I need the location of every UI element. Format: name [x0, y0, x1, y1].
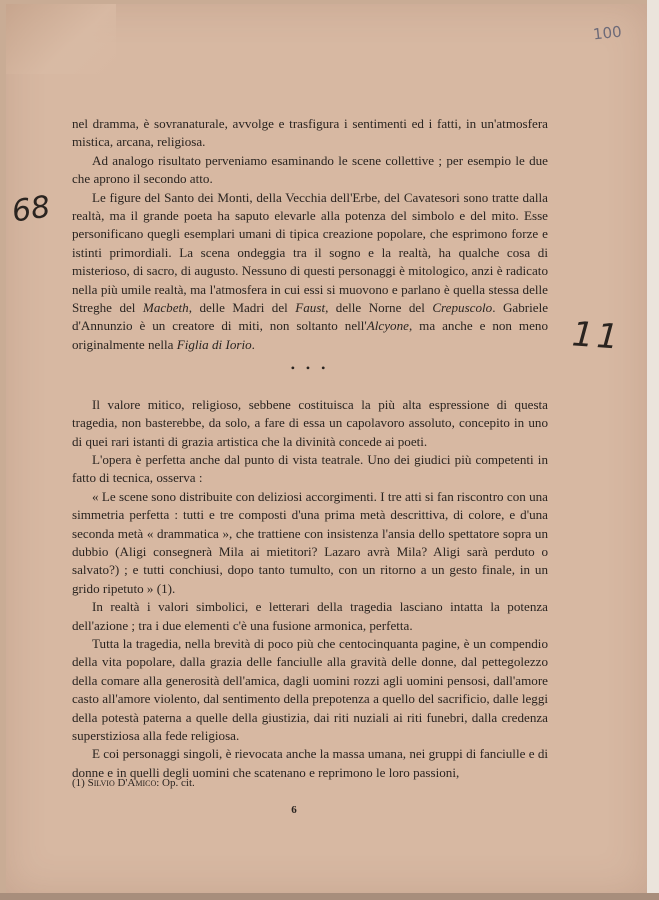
text-run: Le figure del Santo dei Monti, della Vecchia dell'Erbe, del Cavatesori sono tratte dalla realtà, ma il grande poeta ha saputo elevarle alla potenza del simbolo e del mito. Esse personificano quegli esemplari umani di tipica creazione popolare, che esprimono forze e istinti primordiali. La scena ondeggia tra il sogno e la realtà, ha qualche cosa di misterioso, di sacro, di augusto. Nessuno di questi personaggi è mitologico, anzi è radicato nella più umile realtà, ma l'atmosfera in cui essi si muovono e parlano è quella stessa delle Streghe del — [72, 189, 548, 316]
paragraph: Tutta la tragedia, nella brevità di poco più che centocinquanta pagine, è un compendio della vita popolare, dalla grazia delle fanciulle alla gravità delle donne, dal pettegolezzo della comare alla generosità dell'amica, dagli uomini rozzi agli uomini pensosi, dall'amore casto all'amore violento, dal sentimento della prepotenza a quello del sacrificio, dalle leggi della potestà paterna a quelle della giustizia, dai riti nuziali ai riti funebri, dalla credenza superstiziosa alla fede religiosa. — [72, 635, 548, 743]
body-text — [72, 115, 548, 782]
paragraph: nel dramma, è sovranaturale, avvolge e trasfigura i sentimenti ed i fatti, in un'atmosfera mistica, arcana, religiosa. — [72, 116, 548, 150]
paragraph: Ad analogo risultato perveniamo esaminando le scene collettive ; per esempio le due che aprono il secondo atto. — [72, 152, 548, 187]
italic-title: Macbeth — [142, 300, 189, 316]
section-separator: • • • — [290, 361, 330, 376]
footnote-author: Silvio D'Amico — [87, 777, 157, 789]
paragraph: E coi personaggi singoli, è rievocata anche la massa umana, nei gruppi di fanciulle e di donne e in quelli degli uomini che scatenano e reprimono le loro passioni, — [72, 746, 548, 780]
italic-title: Faust — [295, 300, 326, 316]
italic-title: Crepuscolo — [432, 300, 493, 316]
handwritten-annotation-left: 68 — [9, 189, 53, 230]
handwritten-annotation-right: 11 — [570, 314, 623, 358]
footnote — [72, 777, 472, 789]
quotation: « Le scene sono distribuite con deliziosi accorgimenti. I tre atti si fan riscontro con una simmetria perfetta : tutti e tre composti d'una prima metà descrittiva, di colore, e d'una seconda metà « drammatica », che trattiene con insistenza l'ansia dello spettatore sopra un dubbio (Aligi consegnerà Mila ai mietitori? Lazaro avrà Mila? Aligi sarà perduto o salvato?) ; e tutti conchiusi, dopo tanto tumulto, con un ritorno a un gesto finale, in un grido ripetuto » (1). — [72, 488, 548, 596]
paragraph: Il valore mitico, religioso, sebbene costituisca la più alta espressione di questa tragedia, non basterebbe, da solo, a fare di essa un capolavoro assoluto, concepito in uno di quei rari istanti di grazia artistica che la divinità concede ai poeti. — [72, 396, 548, 449]
folded-corner — [6, 4, 116, 74]
italic-title: Alcyone — [366, 318, 409, 334]
paragraph: In realtà i valori simbolici, e letterari della tragedia lasciano intatta la potenza dell'azione ; tra i due elementi c'è una fusione armonica, perfetta. — [72, 599, 548, 633]
text-run: , delle Norne del — [325, 300, 433, 316]
scan-edge-bottom — [0, 893, 659, 900]
text-run: , delle Madri del — [188, 300, 296, 316]
text-run: , ma anche e non meno originalmente nella — [72, 318, 548, 352]
footnote-mark: (1) — [72, 777, 85, 789]
italic-title: Figlia di Iorio — [176, 336, 252, 352]
scan-edge-right — [647, 0, 659, 900]
handwritten-annotation-top: 100 — [592, 22, 623, 44]
text-run: . — [251, 336, 255, 352]
paragraph — [72, 189, 548, 355]
page-number: 6 — [291, 804, 297, 816]
footnote-ref: : Op. cit. — [156, 777, 195, 789]
text-run: . Gabriele d'Annunzio è un creatore di miti, non soltanto nell' — [72, 300, 549, 334]
paragraph: L'opera è perfetta anche dal punto di vista teatrale. Uno dei giudici più competenti in fatto di tecnica, osserva : — [72, 451, 548, 486]
